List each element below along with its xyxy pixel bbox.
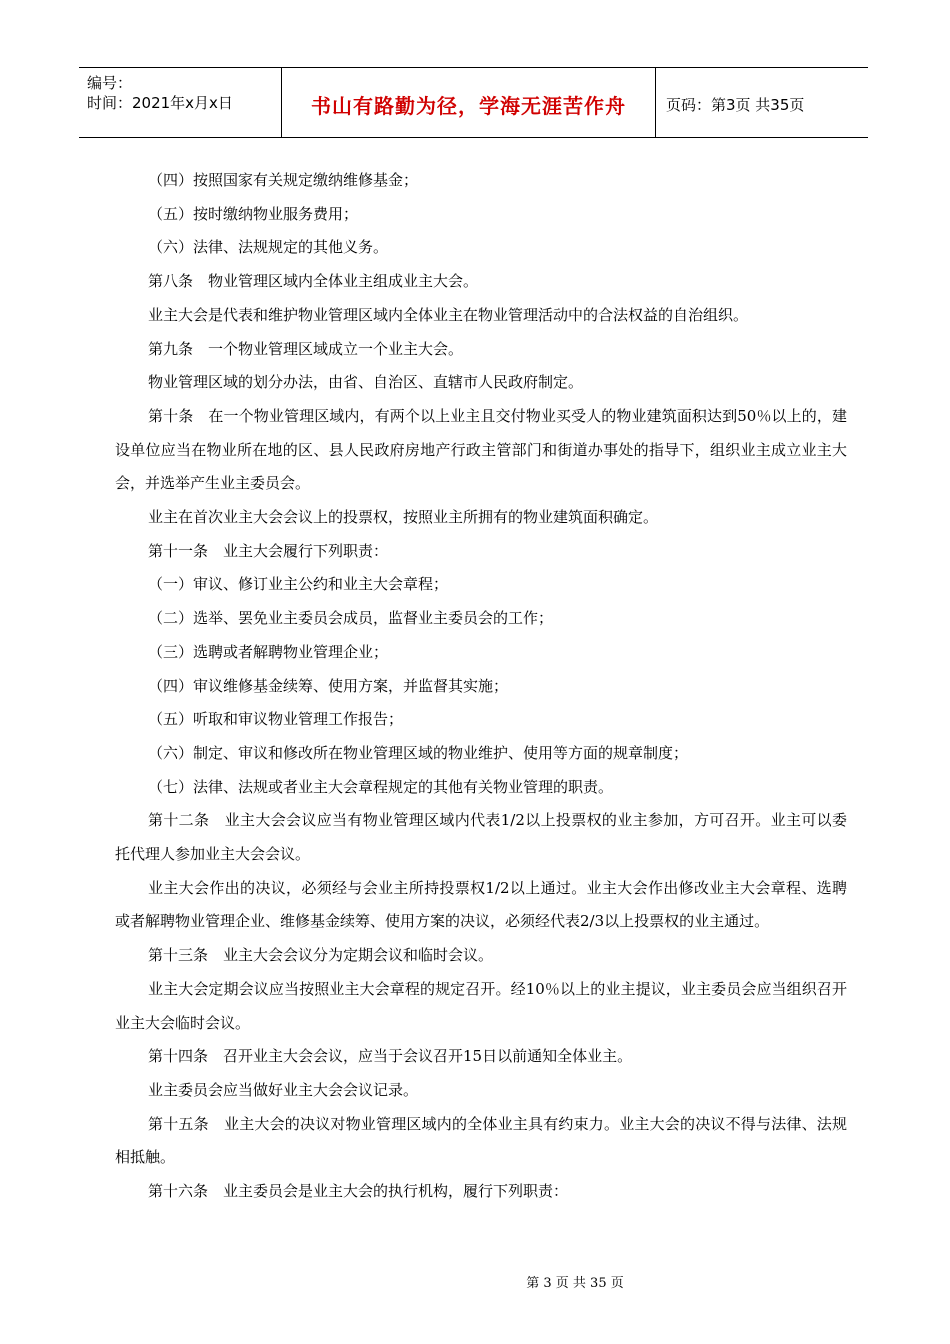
article-heading: 第十一条 业主大会履行下列职责： [148, 541, 389, 560]
article-heading: 第十二条 业主大会会议应当有物业管理区域内代表1/2以上投票权的业主参加，方可召开。业主可以委托代理人参加业主大会会议。 [115, 811, 847, 864]
paragraph: 业主在首次业主大会会议上的投票权，按照业主所拥有的物业建筑面积确定。 [148, 508, 659, 527]
paragraph: 业主委员会应当做好业主大会会议记录。 [148, 1080, 419, 1099]
paragraph: （五）听取和审议物业管理工作报告； [148, 710, 404, 729]
paragraph: （六）制定、审议和修改所在物业管理区域的物业维护、使用等方面的规章制度； [148, 743, 689, 762]
paragraph: （六）法律、法规规定的其他义务。 [148, 238, 389, 257]
document-body [115, 164, 847, 1209]
paragraph: （五）按时缴纳物业服务费用； [148, 204, 359, 223]
article-heading: 第十六条 业主委员会是业主大会的执行机构，履行下列职责： [148, 1182, 569, 1201]
article-heading: 第八条 物业管理区域内全体业主组成业主大会。 [148, 272, 479, 291]
document-time-label: 时间：2021年x月x日 [87, 94, 233, 112]
header-page-info: 页码：第3页 共35页 [666, 96, 805, 114]
article-heading: 第十条 在一个物业管理区域内，有两个以上业主且交付物业买受人的物业建筑面积达到50％以上的，建设单位应当在物业所在地的区、县人民政府房地产行政主管部门和街道办事处的指导下，组织业主成立业主大会，并选举产生业主委员会。 [115, 406, 847, 493]
header-meta-cell [79, 68, 282, 137]
page-footer: 第 3 页 共 35 页 [526, 1276, 624, 1291]
article-heading: 第十三条 业主大会会议分为定期会议和临时会议。 [148, 946, 494, 965]
article-heading: 第九条 一个物业管理区域成立一个业主大会。 [148, 339, 464, 358]
header-motto: 书山有路勤为径，学海无涯苦作舟 [311, 94, 626, 118]
article-heading: 第十四条 召开业主大会会议，应当于会议召开15日以前通知全体业主。 [148, 1047, 633, 1066]
document-header [79, 67, 868, 138]
paragraph: （四）审议维修基金续筹、使用方案，并监督其实施； [148, 676, 509, 695]
paragraph: 物业管理区域的划分办法，由省、自治区、直辖市人民政府制定。 [148, 373, 584, 392]
header-page-cell [656, 68, 868, 137]
paragraph: （一）审议、修订业主公约和业主大会章程； [148, 575, 449, 594]
document-number-label: 编号： [87, 74, 133, 92]
paragraph: （四）按照国家有关规定缴纳维修基金； [148, 171, 419, 189]
paragraph: 业主大会是代表和维护物业管理区域内全体业主在物业管理活动中的合法权益的自治组织。 [148, 305, 749, 324]
paragraph: 业主大会作出的决议，必须经与会业主所持投票权1/2以上通过。业主大会作出修改业主大会章程、选聘或者解聘物业管理企业、维修基金续筹、使用方案的决议，必须经代表2/3以上投票权的业主通过。 [115, 878, 847, 931]
paragraph: 业主大会定期会议应当按照业主大会章程的规定召开。经10％以上的业主提议，业主委员会应当组织召开业主大会临时会议。 [115, 979, 847, 1032]
paragraph: （二）选举、罢免业主委员会成员，监督业主委员会的工作； [148, 609, 554, 628]
article-heading: 第十五条 业主大会的决议对物业管理区域内的全体业主具有约束力。业主大会的决议不得与法律、法规相抵触。 [115, 1114, 847, 1167]
paragraph: （三）选聘或者解聘物业管理企业； [148, 642, 389, 661]
paragraph: （七）法律、法规或者业主大会章程规定的其他有关物业管理的职责。 [148, 777, 614, 796]
header-motto-cell [282, 68, 656, 137]
